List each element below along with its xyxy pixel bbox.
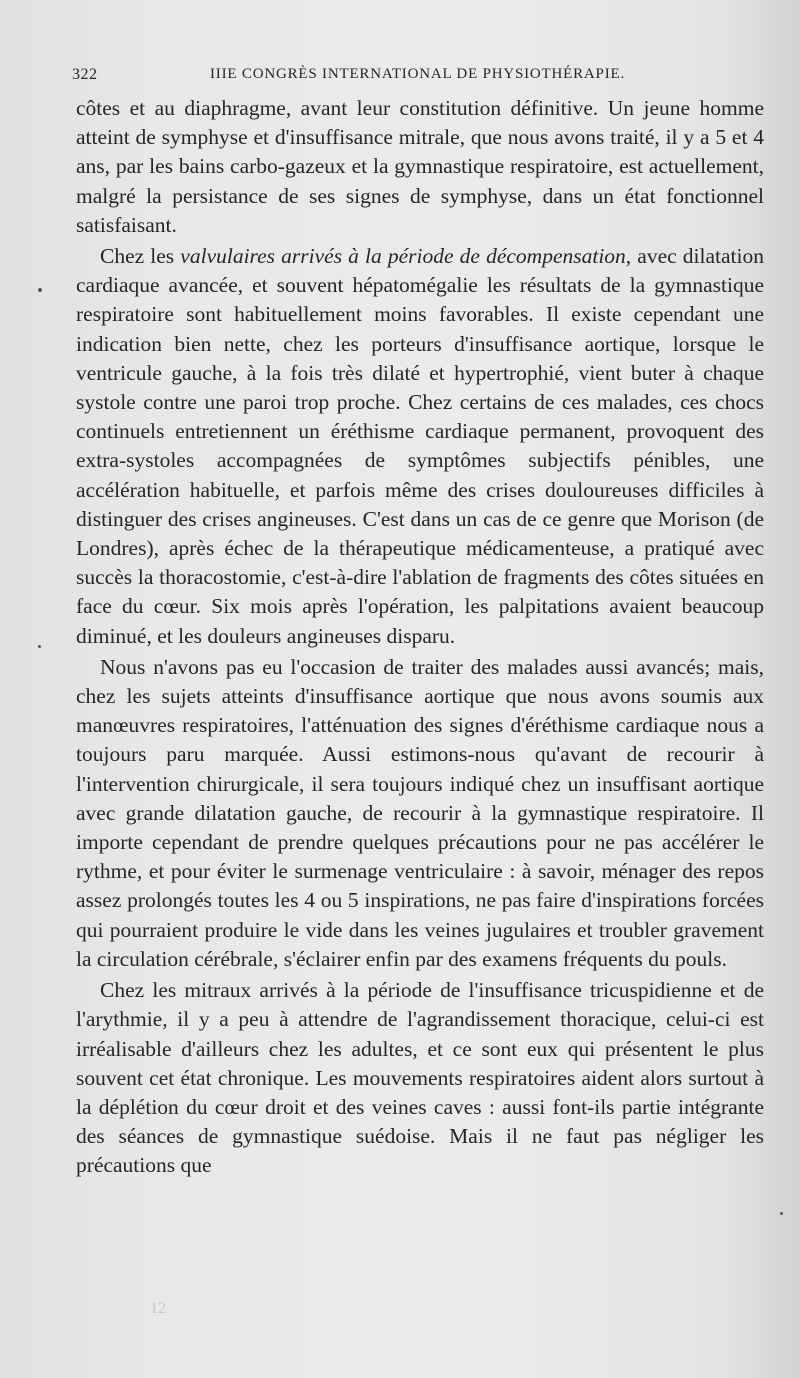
margin-speck bbox=[780, 1212, 783, 1215]
paragraph-2 bbox=[76, 242, 764, 651]
body-text bbox=[76, 94, 764, 1181]
page-number: 322 bbox=[72, 66, 98, 83]
paragraph-1 bbox=[76, 94, 764, 240]
paragraph-2-lead: Chez les bbox=[100, 244, 181, 269]
paragraph-3 bbox=[76, 653, 764, 974]
signature-mark: 12 bbox=[150, 1300, 166, 1317]
page-header bbox=[72, 62, 760, 88]
paragraph-4-text: Chez les mitraux arrivés à la période de l'insuffisance tricuspidienne et de l'arythmie, il y a peu à attendre de l'agrandissement thoracique, celui-ci est irréalisable d'ailleurs chez les adultes, et ce sont eux qui présentent le plus souvent cet état chronique. Les mouvements respiratoires aident alors surtout à la déplétion du cœur droit et des veines caves : aussi font-ils partie intégrante des séances de gymnastique suédoise. Mais il ne faut pas négliger les précautions que bbox=[76, 978, 764, 1178]
paragraph-2-rest: , avec dilatation cardiaque avancée, et souvent hépatomégalie les résultats de la gymnastique respiratoire sont habituellement moins favorables. Il existe cependant une indication bien nette, chez les porteurs d'insuffisance aortique, lorsque le ventricule gauche, à la fois très dilaté et hypertrophié, vient buter à chaque systole contre une paroi trop proche. Chez certains de ces malades, ces chocs continuels entretiennent un éréthisme cardiaque permanent, provoquent des extra-systoles accompagnées de symptômes subjectifs pénibles, une accélération habituelle, et parfois même des crises douloureuses difficiles à distinguer des crises angineuses. C'est dans un cas de ce genre que Morison (de Londres), après échec de la thérapeutique médicamenteuse, a pratiqué avec succès la thoracostomie, c'est-à-dire l'ablation de fragments des côtes situées en face du cœur. Six mois après l'opération, les palpitations avaient beaucoup diminué, et les douleurs angineuses disparu. bbox=[76, 244, 764, 648]
paragraph-2-italic-term: valvulaires arrivés à la période de décompensation bbox=[180, 244, 626, 269]
paragraph-4 bbox=[76, 976, 764, 1180]
margin-speck bbox=[38, 645, 41, 648]
margin-speck bbox=[38, 288, 42, 292]
paragraph-1-text: côtes et au diaphragme, avant leur constitution définitive. Un jeune homme atteint de symphyse et d'insuffisance mitrale, que nous avons traité, il y a 5 et 4 ans, par les bains carbo-gazeux et la gymnastique respiratoire, est actuellement, malgré la persistance de ses signes de symphyse, dans un état fonctionnel satisfaisant. bbox=[76, 96, 764, 237]
running-title: IIIE CONGRÈS INTERNATIONAL DE PHYSIOTHÉRAPIE. bbox=[210, 66, 625, 82]
paragraph-3-text: Nous n'avons pas eu l'occasion de traiter des malades aussi avancés; mais, chez les sujets atteints d'insuffisance aortique que nous avons soumis aux manœuvres respiratoires, l'atténuation des signes d'éréthisme cardiaque nous a toujours paru marquée. Aussi estimons-nous qu'avant de recourir à l'intervention chirurgicale, il sera toujours indiqué chez un insuffisant aortique avec grande dilatation gauche, de recourir à la gymnastique respiratoire. Il importe cependant de prendre quelques précautions pour ne pas accélérer le rythme, et pour éviter le surmenage ventriculaire : à savoir, ménager des repos assez prolongés toutes les 4 ou 5 inspirations, ne pas faire d'inspirations forcées qui pourraient produire le vide dans les veines jugulaires et troubler gravement la circulation cérébrale, s'éclairer enfin par des examens fréquents du pouls. bbox=[76, 654, 764, 971]
